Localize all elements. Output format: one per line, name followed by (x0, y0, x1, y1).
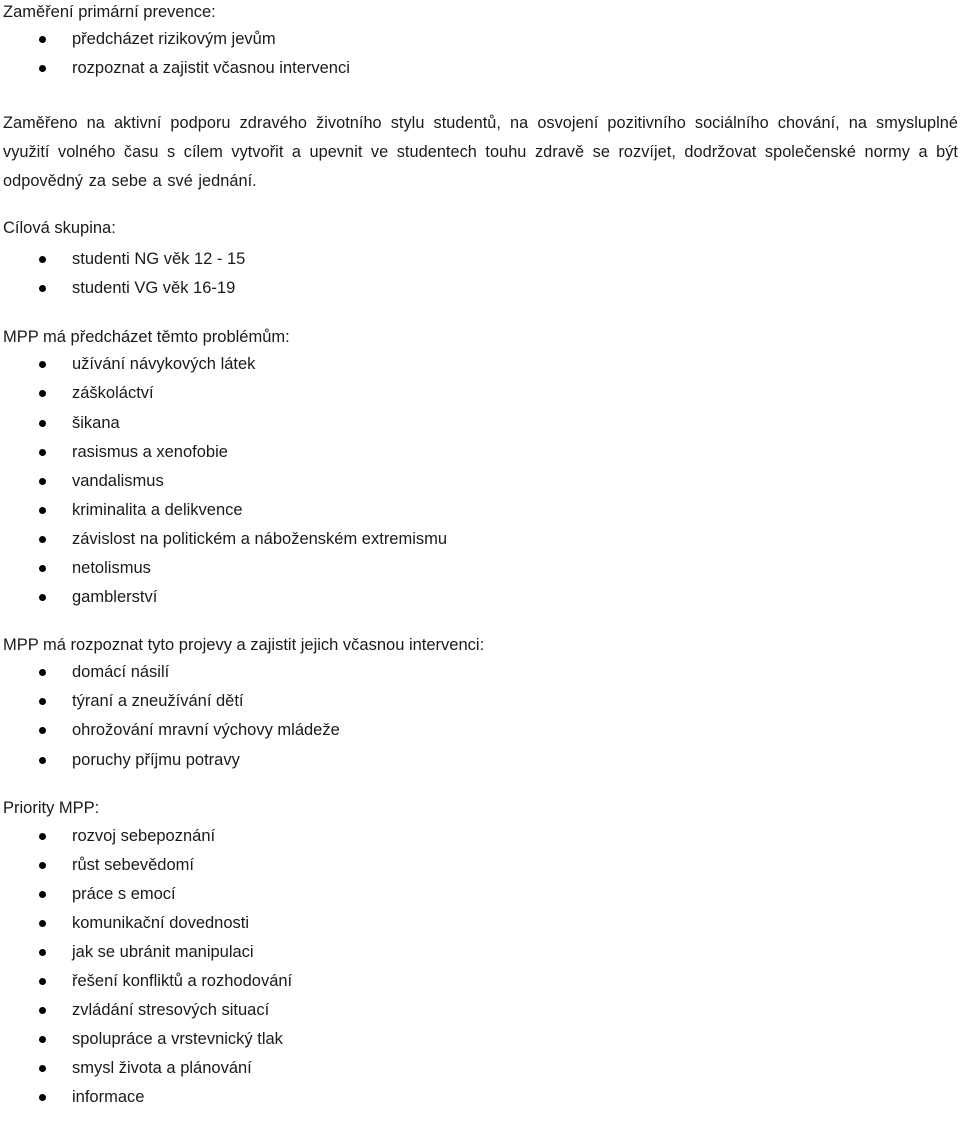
list-item (3, 467, 958, 496)
list-item-label: práce s emocí (72, 884, 176, 903)
bullet-icon (39, 594, 46, 601)
list-item (3, 880, 958, 909)
bullet-icon (39, 1065, 46, 1072)
list-item (3, 274, 958, 303)
bullet-icon (39, 449, 46, 456)
bullet-icon (39, 478, 46, 485)
list-item-label: jak se ubránit manipulaci (72, 942, 254, 961)
bullet-icon (39, 390, 46, 397)
intervention-list (3, 658, 958, 774)
list-item-label: kriminalita a delikvence (72, 500, 243, 519)
list-item-label: rozvoj sebepoznání (72, 826, 216, 845)
list-item (3, 1083, 958, 1112)
list-item (3, 1054, 958, 1083)
bullet-icon (39, 1007, 46, 1014)
prevented-problems-section (3, 327, 958, 612)
bullet-icon (39, 361, 46, 368)
list-item (3, 583, 958, 612)
list-item (3, 851, 958, 880)
list-item (3, 746, 958, 775)
focus-paragraph: Zaměřeno na aktivní podporu zdravého životního stylu studentů, na osvojení pozitivního sociálního chování, na smysluplné využití volného času s cílem vytvořit a upevnit ve studentech touhu zdravě se rozvíjet, dodržovat společenské normy a být odpovědný za sebe a své jednání. (3, 114, 958, 191)
list-item (3, 438, 958, 467)
list-item-label: spolupráce a vrstevnický tlak (72, 1030, 283, 1049)
priorities-heading: Priority MPP: (3, 798, 100, 817)
intervention-section (3, 635, 958, 774)
list-item-label: informace (72, 1088, 145, 1107)
bullet-icon (39, 1094, 46, 1101)
list-item (3, 350, 958, 379)
list-item-label: rozpoznat a zajistit včasnou intervenci (72, 59, 350, 78)
target-group-section (3, 218, 958, 303)
list-item-label: předcházet rizikovým jevům (72, 30, 276, 48)
list-item-label: poruchy příjmu potravy (72, 750, 240, 769)
intervention-heading: MPP má rozpoznat tyto projevy a zajistit jejich včasnou intervenci: (3, 636, 485, 655)
list-item-label: záškoláctví (72, 384, 154, 403)
list-item (3, 554, 958, 583)
bullet-icon (39, 507, 46, 514)
list-item-label: rasismus a xenofobie (72, 442, 228, 461)
target-group-heading: Cílová skupina: (3, 219, 116, 238)
prevented-problems-heading: MPP má předcházet těmto problémům: (3, 328, 290, 347)
list-item-label: studenti NG věk 12 - 15 (72, 250, 246, 269)
priorities-section (3, 798, 958, 1113)
list-item-label: netolismus (72, 559, 151, 578)
primary-prevention-heading: Zaměření primární prevence: (3, 3, 216, 21)
bullet-icon (39, 757, 46, 764)
bullet-icon (39, 1036, 46, 1043)
list-item (3, 25, 958, 54)
bullet-icon (39, 698, 46, 705)
bullet-icon (39, 420, 46, 427)
document-page (0, 2, 958, 1113)
bullet-icon (39, 978, 46, 985)
list-item-label: smysl života a plánování (72, 1059, 252, 1078)
list-item (3, 409, 958, 438)
list-item-label: komunikační dovednosti (72, 913, 250, 932)
list-item (3, 716, 958, 745)
list-item-label: závislost na politickém a náboženském extremismu (72, 529, 448, 548)
primary-prevention-section (3, 2, 958, 83)
list-item-label: řešení konfliktů a rozhodování (72, 972, 293, 991)
list-item-label: domácí násilí (72, 663, 170, 682)
list-item-label: šikana (72, 413, 120, 432)
target-group-list (3, 245, 958, 303)
bullet-icon (39, 669, 46, 676)
bullet-icon (39, 65, 46, 72)
bullet-icon (39, 833, 46, 840)
list-item-label: gamblerství (72, 588, 158, 607)
bullet-icon (39, 727, 46, 734)
list-item-label: vandalismus (72, 471, 164, 490)
list-item (3, 909, 958, 938)
list-item (3, 996, 958, 1025)
list-item (3, 245, 958, 274)
priorities-list (3, 822, 958, 1113)
list-item (3, 938, 958, 967)
list-item (3, 379, 958, 408)
bullet-icon (39, 891, 46, 898)
list-item (3, 658, 958, 687)
list-item (3, 687, 958, 716)
bullet-icon (39, 862, 46, 869)
list-item-label: ohrožování mravní výchovy mládeže (72, 721, 340, 740)
bullet-icon (39, 920, 46, 927)
primary-prevention-list (3, 25, 958, 83)
list-item (3, 496, 958, 525)
list-item (3, 822, 958, 851)
list-item (3, 525, 958, 554)
list-item-label: studenti VG věk 16-19 (72, 279, 236, 298)
prevented-problems-list (3, 350, 958, 612)
list-item (3, 1025, 958, 1054)
list-item-label: zvládání stresových situací (72, 1001, 270, 1020)
list-item-label: růst sebevědomí (72, 855, 194, 874)
list-item (3, 967, 958, 996)
bullet-icon (39, 949, 46, 956)
bullet-icon (39, 565, 46, 572)
bullet-icon (39, 536, 46, 543)
list-item (3, 54, 958, 83)
list-item-label: týraní a zneužívání dětí (72, 692, 244, 711)
list-item-label: užívání návykových látek (72, 355, 256, 374)
bullet-icon (39, 256, 46, 263)
bullet-icon (39, 285, 46, 292)
bullet-icon (39, 36, 46, 43)
